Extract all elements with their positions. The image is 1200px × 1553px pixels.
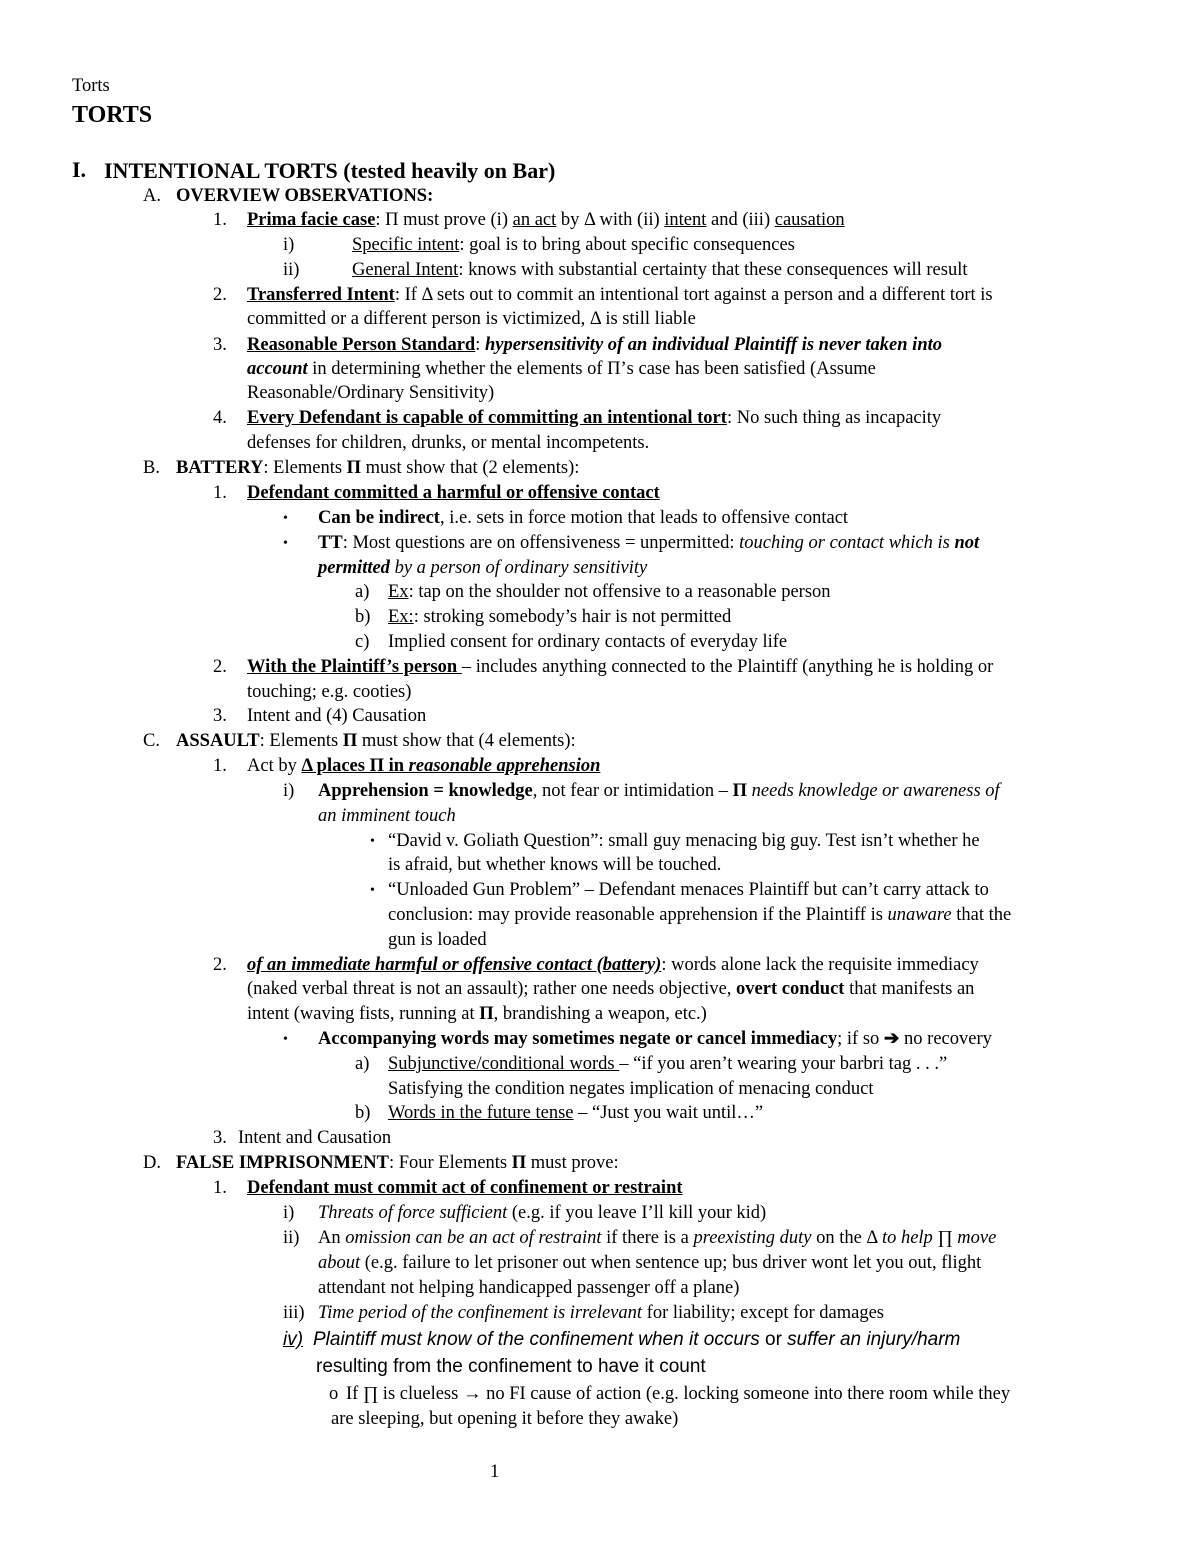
text-run: no FI cause of action (e.g. locking someone into there room while they <box>481 1384 1011 1404</box>
text-run: BATTERY <box>176 458 264 478</box>
list-marker: 1. <box>213 483 227 503</box>
text-run: – “Just you wait until…” <box>573 1103 764 1123</box>
text-run: “Unloaded Gun Problem” – Defendant menaces Plaintiff but can’t carry attack to <box>388 880 989 900</box>
text-run: Ex: <box>388 607 414 627</box>
text-run: conclusion: may provide reasonable apprehension if the Plaintiff is <box>388 905 888 925</box>
text-run: , i.e. sets in force motion that leads to offensive contact <box>439 508 849 528</box>
outline-line <box>318 531 979 556</box>
text-run: Reasonable Person Standard <box>247 335 476 355</box>
list-marker: i) <box>283 781 295 801</box>
outline-line <box>247 208 845 233</box>
outline-line <box>388 928 487 953</box>
text-run: Intent and (4) Causation <box>247 706 427 726</box>
text-run: preexisting duty <box>693 1228 812 1248</box>
text-run: an imminent touch <box>318 806 456 826</box>
outline-line <box>388 605 731 630</box>
document-title: TORTS <box>72 102 153 128</box>
text-run: If ∏ is clueless <box>346 1384 463 1404</box>
text-run: Prima facie case <box>247 210 376 230</box>
list-marker: 3. <box>213 706 227 726</box>
text-run: overt conduct <box>736 979 845 999</box>
text-run: to help <box>881 1228 933 1248</box>
outline-line <box>247 307 696 332</box>
outline-line <box>388 1052 947 1077</box>
text-run: that manifests an <box>844 979 975 999</box>
text-run: an act <box>512 210 557 230</box>
text-run: Π <box>342 731 358 751</box>
outline-line <box>388 1101 763 1126</box>
text-run: must prove: <box>526 1153 619 1173</box>
list-marker: ii) <box>283 260 300 280</box>
outline-line <box>313 1328 960 1353</box>
text-run: Plaintiff must know of the confinement when it occurs <box>313 1329 760 1350</box>
text-run: Transferred Intent <box>247 285 395 305</box>
outline-line <box>247 381 494 406</box>
running-header: Torts <box>72 76 110 96</box>
outline-line <box>318 804 456 829</box>
list-marker: C. <box>143 731 160 751</box>
text-run: ASSAULT <box>176 731 260 751</box>
list-marker: 3. <box>213 335 227 355</box>
text-run: With the Plaintiff’s person <box>247 657 462 677</box>
list-marker: iii) <box>283 1303 305 1323</box>
text-run: Words in the future tense <box>388 1103 574 1123</box>
outline-line <box>318 1027 992 1052</box>
text-run: or <box>759 1329 788 1350</box>
outline-line <box>352 233 795 258</box>
list-marker: a) <box>355 582 370 602</box>
text-run: : Elements <box>259 731 343 751</box>
text-run: → <box>462 1384 482 1404</box>
list-marker: o <box>329 1384 339 1404</box>
text-run: touching or contact which is <box>739 533 955 553</box>
text-run: attendant not helping handicapped passenger off a plane) <box>318 1278 740 1298</box>
text-run: account <box>247 359 308 379</box>
text-run: : words alone lack the requisite immediacy <box>661 955 979 975</box>
outline-line <box>388 853 721 878</box>
outline-line <box>247 953 979 978</box>
outline-line <box>318 779 1000 804</box>
list-marker: b) <box>355 1103 371 1123</box>
list-marker: a) <box>355 1054 370 1074</box>
text-run: intent (waving fists, running at <box>247 1004 480 1024</box>
text-run: – includes anything connected to the Plaintiff (anything he is holding or <box>461 657 994 677</box>
outline-line <box>346 1382 1010 1407</box>
text-run: and (iii) <box>706 210 775 230</box>
text-run: : knows with substantial certainty that these consequences will result <box>458 260 968 280</box>
list-marker: • <box>283 1032 288 1047</box>
text-run: INTENTIONAL TORTS (tested heavily on Bar) <box>104 158 556 183</box>
text-run: defenses for children, drunks, or mental incompetents. <box>247 433 650 453</box>
list-marker: 3. <box>213 1128 227 1148</box>
text-run: TT <box>318 533 343 553</box>
text-run: : <box>475 335 485 355</box>
outline-line <box>388 630 787 655</box>
text-run: about <box>318 1253 361 1273</box>
list-marker: D. <box>143 1153 161 1173</box>
text-run: Subjunctive/conditional words <box>388 1054 620 1074</box>
text-run: (naked verbal threat is not an assault); rather one needs objective, <box>247 979 737 999</box>
list-marker: ii) <box>283 1228 300 1248</box>
outline-line <box>247 406 941 431</box>
outline-line <box>247 655 993 680</box>
outline-line <box>176 729 576 754</box>
text-run: : Most questions are on offensiveness = unpermitted: <box>342 533 740 553</box>
text-run: Δ places Π in <box>301 756 409 776</box>
outline-line <box>247 283 993 308</box>
text-run: Π <box>511 1153 527 1173</box>
list-marker: i) <box>283 235 295 255</box>
text-run: : Four Elements <box>388 1153 512 1173</box>
text-run: Intent and Causation <box>238 1128 392 1148</box>
outline-line <box>247 704 426 729</box>
text-run: Π <box>732 781 748 801</box>
text-run: that the <box>951 905 1012 925</box>
text-run: Can be indirect <box>318 508 440 528</box>
text-run: Act by <box>247 756 302 776</box>
text-run: in determining whether the elements of Π’s case has been satisfied (Assume <box>307 359 876 379</box>
text-run: ; if so <box>837 1029 884 1049</box>
text-run: reasonable apprehension <box>408 756 601 776</box>
outline-line <box>176 184 433 209</box>
outline-line <box>352 258 967 283</box>
text-run: are sleeping, but opening it before they awake) <box>331 1409 679 1429</box>
outline-line <box>176 456 579 481</box>
list-marker: 1. <box>213 756 227 776</box>
text-run: – “if you aren’t wearing your barbri tag . . .” <box>619 1054 948 1074</box>
list-marker: i) <box>283 1203 295 1223</box>
outline-line <box>247 431 649 456</box>
list-marker: • <box>370 883 375 898</box>
text-run: : goal is to bring about specific consequences <box>459 235 795 255</box>
text-run: OVERVIEW OBSERVATIONS: <box>176 186 434 206</box>
text-run: An <box>318 1228 346 1248</box>
text-run: ➔ <box>883 1029 900 1049</box>
outline-line <box>238 1126 391 1151</box>
text-run: : tap on the shoulder not offensive to a reasonable person <box>408 582 831 602</box>
text-run: no recovery <box>899 1029 992 1049</box>
text-run: is afraid, but whether knows will be touched. <box>388 855 722 875</box>
outline-line <box>318 1276 739 1301</box>
text-run: Every Defendant is capable of committing an intentional tort <box>247 408 727 428</box>
outline-line <box>247 1176 683 1201</box>
outline-line <box>247 481 660 506</box>
text-run: “David v. Goliath Question”: small guy menacing big guy. Test isn’t whether he <box>388 831 980 851</box>
text-run: touching; e.g. cooties) <box>247 682 412 702</box>
text-run: by Δ with (ii) <box>556 210 665 230</box>
outline-line <box>331 1407 678 1432</box>
list-marker: b) <box>355 607 371 627</box>
list-marker: iv) <box>283 1329 304 1350</box>
list-marker: • <box>283 511 288 526</box>
outline-line <box>388 1077 874 1102</box>
outline-line <box>388 903 1011 928</box>
list-marker: 1. <box>213 210 227 230</box>
text-run: Defendant committed a harmful or offensive contact <box>247 483 660 503</box>
text-run: must show that (4 elements): <box>357 731 576 751</box>
outline-line <box>247 1002 707 1027</box>
list-marker: I. <box>72 157 87 182</box>
text-run: not <box>954 533 980 553</box>
list-marker: A. <box>143 186 161 206</box>
outline-line <box>388 878 989 903</box>
list-marker: 1. <box>213 1178 227 1198</box>
outline-line <box>318 1301 884 1326</box>
list-marker: 2. <box>213 657 227 677</box>
text-run: , not fear or intimidation – <box>532 781 733 801</box>
text-run: omission can be an act of restraint <box>345 1228 602 1248</box>
outline-line <box>388 580 831 605</box>
outline-line <box>104 158 555 184</box>
text-run: Implied consent for ordinary contacts of everyday life <box>388 632 788 652</box>
list-marker: 2. <box>213 955 227 975</box>
outline-line <box>318 1201 766 1226</box>
text-run: needs knowledge or awareness of <box>751 781 1000 801</box>
text-run: Π <box>479 1004 494 1024</box>
text-run: for liability; except for damages <box>642 1303 885 1323</box>
text-run: Accompanying words may sometimes negate or cancel immediacy <box>318 1029 838 1049</box>
list-marker: • <box>283 536 288 551</box>
outline-line <box>316 1355 706 1380</box>
list-marker: c) <box>355 632 370 652</box>
text-run: of an immediate harmful or offensive contact (battery) <box>247 955 662 975</box>
list-marker: 2. <box>213 285 227 305</box>
outline-line <box>318 1226 996 1251</box>
text-run: Π <box>346 458 362 478</box>
text-run: by a person of ordinary sensitivity <box>389 558 648 578</box>
outline-line <box>247 977 974 1002</box>
list-marker: B. <box>143 458 160 478</box>
text-run: intent <box>664 210 707 230</box>
text-run: suffer an injury/harm <box>787 1329 961 1350</box>
text-run: move <box>957 1228 997 1248</box>
text-run: Satisfying the condition negates implication of menacing conduct <box>388 1079 874 1099</box>
text-run: : No such thing as incapacity <box>726 408 942 428</box>
text-run: causation <box>774 210 845 230</box>
text-run: Specific intent <box>352 235 460 255</box>
outline-line <box>318 1251 981 1276</box>
text-run: General Intent <box>352 260 459 280</box>
text-run: if there is a <box>601 1228 694 1248</box>
text-run: Reasonable/Ordinary Sensitivity) <box>247 383 495 403</box>
text-run: (e.g. if you leave I’ll kill your kid) <box>507 1203 767 1223</box>
text-run: : Elements <box>263 458 347 478</box>
text-run: Time period of the confinement is irrelevant <box>318 1303 643 1323</box>
text-run: ∏ <box>932 1228 958 1248</box>
text-run: on the Δ <box>811 1228 882 1248</box>
outline-line <box>247 357 876 382</box>
text-run: : If Δ sets out to commit an intentional tort against a person and a different tort is <box>394 285 993 305</box>
text-run: : stroking somebody’s hair is not permitted <box>413 607 732 627</box>
outline-line <box>388 829 980 854</box>
text-run: FALSE IMPRISONMENT <box>176 1153 389 1173</box>
text-run: Ex <box>388 582 409 602</box>
outline-line <box>247 333 942 358</box>
text-run: must show that (2 elements): <box>361 458 580 478</box>
outline-line <box>318 556 647 581</box>
text-run: committed or a different person is victimized, Δ is still liable <box>247 309 696 329</box>
text-run: gun is loaded <box>388 930 487 950</box>
page-number: 1 <box>490 1462 500 1482</box>
list-marker: 4. <box>213 408 227 428</box>
list-marker: • <box>370 834 375 849</box>
outline-line <box>247 680 411 705</box>
outline-line <box>247 754 600 779</box>
outline-line <box>176 1151 619 1176</box>
text-run: Defendant must commit act of confinement or restraint <box>247 1178 683 1198</box>
text-run: unaware <box>887 905 952 925</box>
text-run: hypersensitivity of an individual Plaintiff is never taken into <box>484 335 943 355</box>
text-run: Apprehension = knowledge <box>318 781 533 801</box>
outline-line <box>318 506 848 531</box>
text-run: permitted <box>318 558 390 578</box>
text-run: : Π must prove (i) <box>375 210 513 230</box>
text-run: , brandishing a weapon, etc.) <box>493 1004 707 1024</box>
text-run: (e.g. failure to let prisoner out when sentence up; bus driver wont let you out, flight <box>360 1253 982 1273</box>
text-run: resulting from the confinement to have it count <box>316 1356 706 1377</box>
text-run: Threats of force sufficient <box>318 1203 508 1223</box>
